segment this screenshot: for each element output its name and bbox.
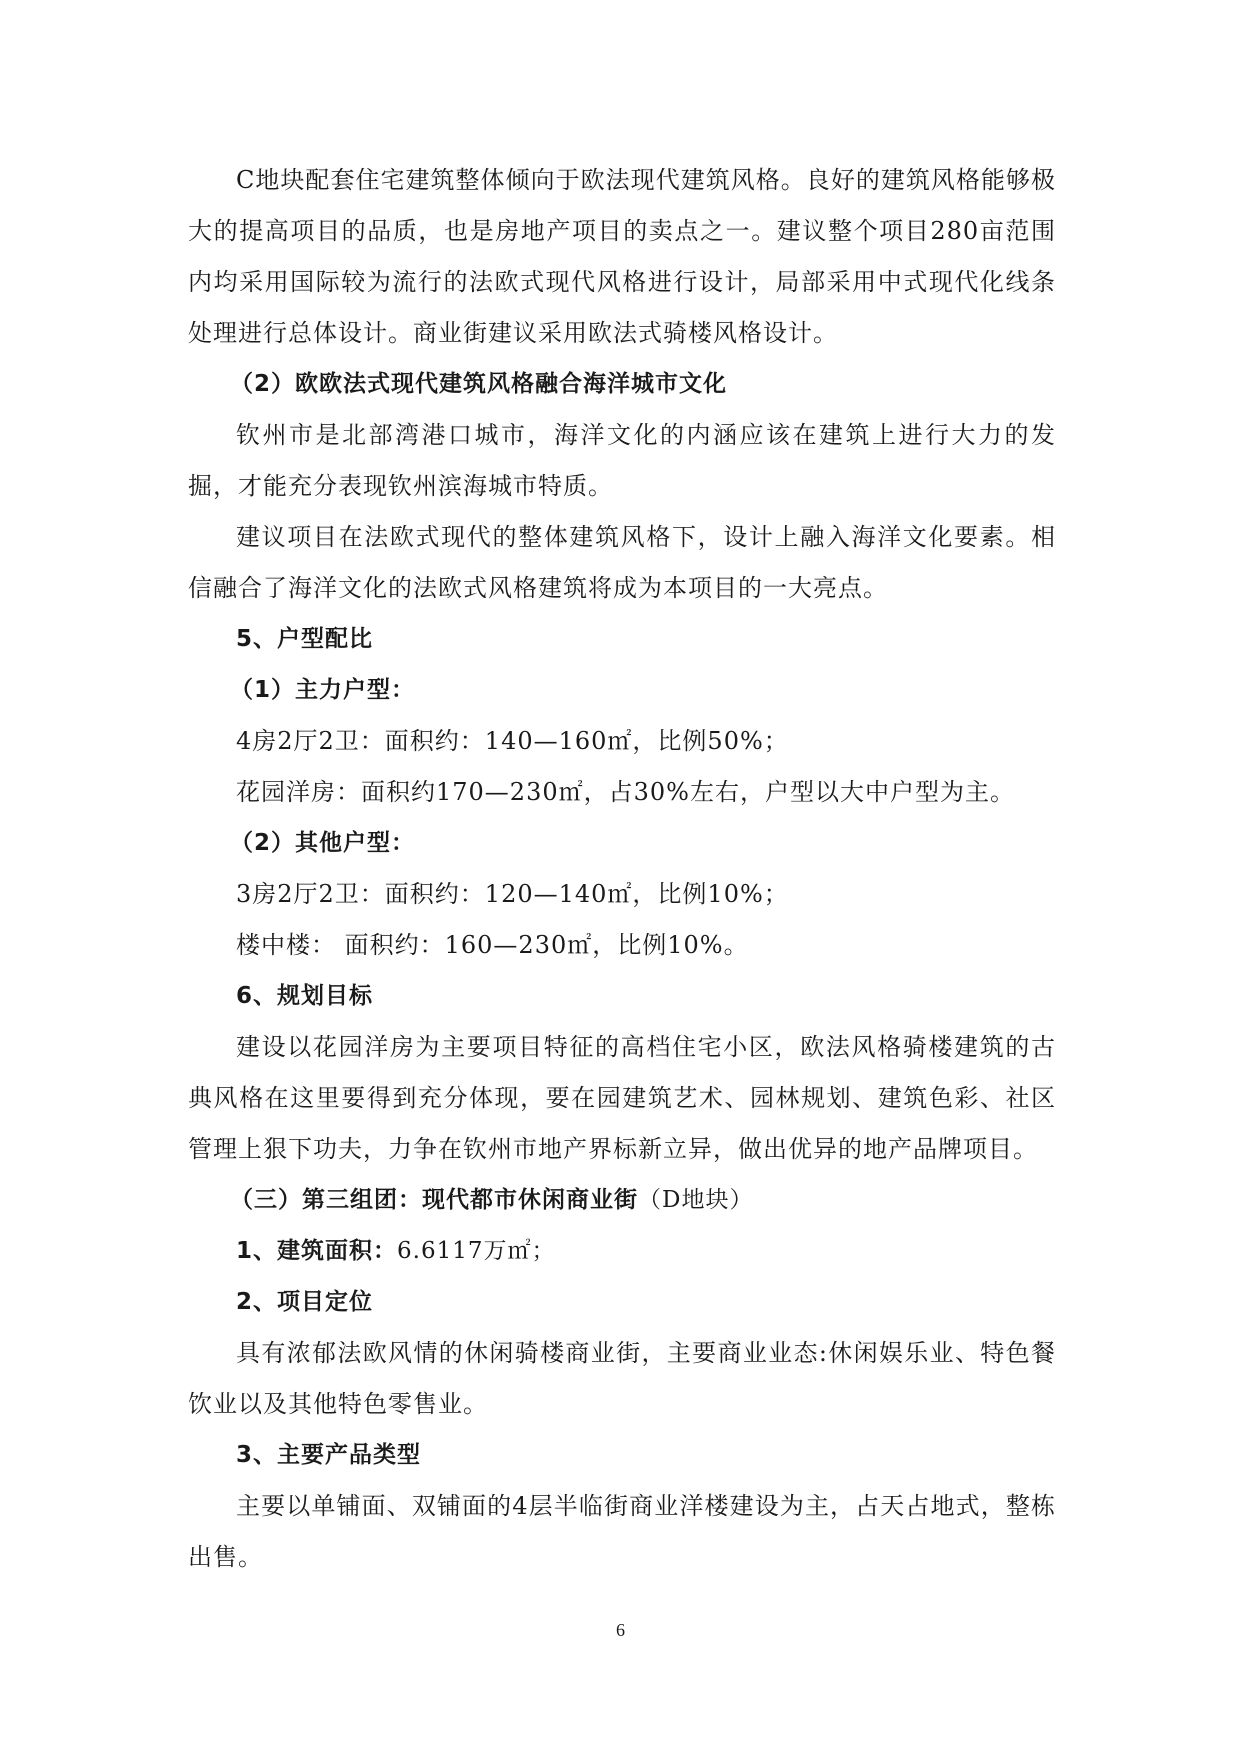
paragraph: C地块配套住宅建筑整体倾向于欧法现代建筑风格。良好的建筑风格能够极大的提高项目的品质，也是房地产项目的卖点之一。建议整个项目280亩范围内均采用国际较为流行的法欧式现代风格进行设计，局部采用中式现代化线条处理进行总体设计。商业街建议采用欧法式骑楼风格设计。 <box>188 166 1056 347</box>
subsection-heading: （2）其他户型： <box>230 830 416 856</box>
section-heading: 5、户型配比 <box>236 626 374 652</box>
paragraph: 钦州市是北部湾港口城市，海洋文化的内涵应该在建筑上进行大力的发掘，才能充分表现钦州滨海城市特质。 <box>188 421 1056 500</box>
area-label: 1、建筑面积： <box>236 1238 398 1264</box>
section-heading: 2、项目定位 <box>236 1289 374 1315</box>
page-number: 6 <box>616 1620 625 1640</box>
section-heading: 6、规划目标 <box>236 983 374 1009</box>
paragraph: 花园洋房：面积约170—230㎡，占30%左右，户型以大中户型为主。 <box>236 778 1015 806</box>
section-heading: 3、主要产品类型 <box>236 1442 422 1468</box>
paragraph: 3房2厅2卫：面积约：120—140㎡，比例10%； <box>236 880 789 908</box>
paragraph: 4房2厅2卫：面积约：140—160㎡，比例50%； <box>236 727 789 755</box>
paragraph: 建设以花园洋房为主要项目特征的高档住宅小区，欧法风格骑楼建筑的古典风格在这里要得到充分体现，要在园建筑艺术、园林规划、建筑色彩、社区管理上狠下功夫，力争在钦州市地产界标新立异，做出优异的地产品牌项目。 <box>188 1033 1056 1163</box>
area-heading <box>188 1226 1056 1277</box>
paragraph: 建议项目在法欧式现代的整体建筑风格下，设计上融入海洋文化要素。相信融合了海洋文化的法欧式风格建筑将成为本项目的一大亮点。 <box>188 523 1056 602</box>
group-heading-title: （三）第三组团：现代都市休闲商业街 <box>230 1187 638 1213</box>
page-body <box>188 155 1056 1583</box>
group-heading-suffix: （D地块） <box>638 1187 754 1213</box>
group-heading <box>188 1175 1056 1226</box>
section-heading: （2）欧欧法式现代建筑风格融合海洋城市文化 <box>230 371 728 397</box>
subsection-heading: （1）主力户型： <box>230 677 416 703</box>
area-value: 6.6117万㎡； <box>397 1238 556 1264</box>
paragraph: 楼中楼： 面积约：160—230㎡，比例10%。 <box>236 931 749 959</box>
paragraph: 主要以单铺面、双铺面的4层半临街商业洋楼建设为主，占天占地式，整栋出售。 <box>188 1492 1056 1571</box>
paragraph: 具有浓郁法欧风情的休闲骑楼商业街，主要商业业态:休闲娱乐业、特色餐饮业以及其他特色零售业。 <box>188 1339 1056 1418</box>
